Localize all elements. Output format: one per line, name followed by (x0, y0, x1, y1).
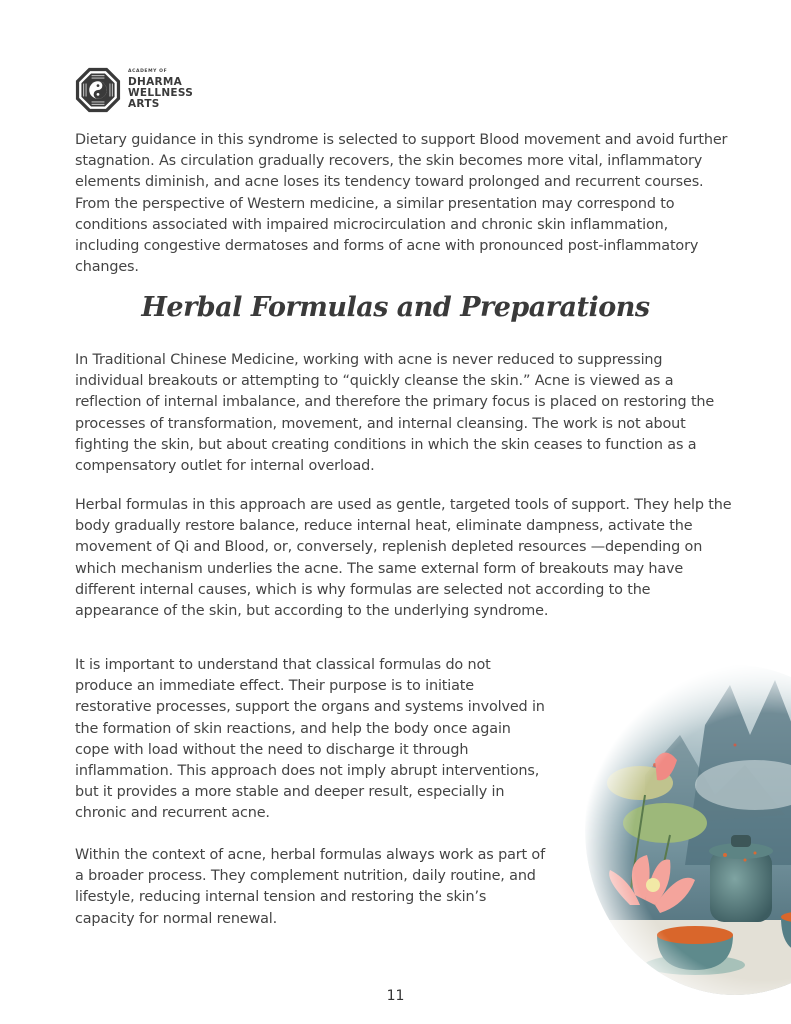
paragraph-herbal-support: Herbal formulas in this approach are used as gentle, targeted tools of support. They help the body gradually restore balance, reduce internal heat, eliminate dampness, activate the movement of Qi and Blood, or, conversely, replenish depleted resources —depending on which mechanism underlies the acne. The same external form of breakouts may have different internal causes, which is why formulas are selected not according to the appearance of the skin, but according to the underlying syndrome. (75, 497, 732, 620)
logo-line-wellness: WELLNESS (128, 86, 194, 99)
paragraph-broader-process: Within the context of acne, herbal formulas always work as part of a broader process. They complement nutrition, daily routine, and lifestyle, reducing internal tension and restoring the skin’s capacity for normal renewal. (75, 847, 545, 927)
bagua-yin-yang-icon (75, 67, 121, 113)
tea-lotus-illustration (585, 665, 791, 995)
logo-wordmark (128, 70, 193, 110)
page-number: 11 (386, 988, 405, 1004)
logo-line-dharma: DHARMA (128, 75, 183, 88)
section-heading: Herbal Formulas and Preparations (141, 292, 650, 323)
logo-small-text: ACADEMY OF (128, 69, 168, 75)
paragraph-tcm-approach: In Traditional Chinese Medicine, working with acne is never reduced to suppressing individual breakouts or attempting to “quickly cleanse the skin.” Acne is viewed as a reflection of internal imbalance, and therefore the primary focus is placed on restoring the processes of transformation, movement, and internal cleansing. The work is not about fighting the skin, but about creating conditions in which the skin ceases to function as a compensatory outlet for internal overload. (75, 352, 715, 475)
paragraph-classical-formulas: It is important to understand that classical formulas do not produce an immediate effect. Their purpose is to initiate restorative processes, support the organs and systems involved in the formation of skin reactions, and help the body once again cope with load without the need to discharge it through inflammation. This approach does not imply abrupt interventions, but it provides a more stable and deeper result, especially in chronic and recurrent acne. (75, 657, 545, 822)
academy-logo (75, 67, 193, 113)
logo-line-arts: ARTS (128, 97, 160, 110)
intro-paragraph: Dietary guidance in this syndrome is selected to support Blood movement and avoid further stagnation. As circulation gradually recovers, the skin becomes more vital, inflammatory elements diminish, and acne loses its tendency toward prolonged and recurrent courses. From the perspective of Western medicine, a similar presentation may correspond to conditions associated with impaired microcirculation and chronic skin inflammation, including congestive dermatoses and forms of acne with pronounced post-inflammatory changes. (75, 132, 728, 276)
